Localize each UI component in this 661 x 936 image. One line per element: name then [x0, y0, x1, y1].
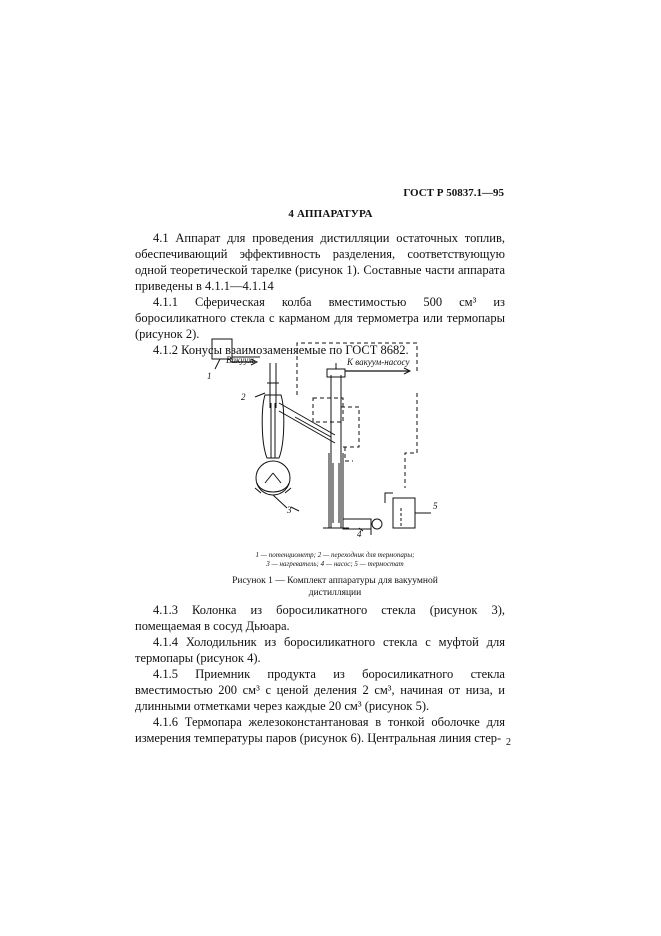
- label-vacuum: Вакуум: [226, 355, 254, 365]
- label-5: 5: [433, 501, 438, 511]
- paragraph-4-1: 4.1 Аппарат для проведения дистилляции остаточных топлив, обеспечивающий эффективность разделения, соответствующую одной теоретической тарелке (рисунок 1). Составные части аппарата приведены в 4.1.1—4.1.14: [135, 231, 505, 293]
- paragraph-4-1-3: 4.1.3 Колонка из боросиликатного стекла (рисунок 3), помещаемая в сосуд Дьюара.: [135, 603, 505, 633]
- label-3: 3: [287, 505, 292, 515]
- thermostat-box: [393, 498, 415, 528]
- label-1: 1: [207, 371, 212, 381]
- paragraph-4-1-4: 4.1.4 Холодильник из боросиликатного стекла с муфтой для термопары (рисунок 4).: [135, 635, 505, 665]
- paragraph-4-1-1: 4.1.1 Сферическая колба вместимостью 500 см³ из боросиликатного стекла с карманом для термометра или термопары (рисунок 2).: [135, 295, 505, 341]
- text-block-bottom: [135, 602, 505, 746]
- page-number: 2: [506, 737, 511, 748]
- standard-code: ГОСТ Р 50837.1—95: [403, 187, 504, 199]
- paragraph-4-1-6: 4.1.6 Термопара железоконстантановая в тонкой оболочке для измерения температуры паров (рисунок 6). Центральная линия стер-: [135, 715, 505, 745]
- figure-caption: Рисунок 1 — Комплект аппаратуры для вакуумной дистилляции: [232, 576, 438, 598]
- legend-line-1: 1 — потенциометр; 2 — переходник для термопары;: [255, 551, 415, 559]
- figure-1-apparatus-diagram: [195, 333, 455, 553]
- flask: [256, 461, 290, 495]
- section-title: 4 АППАРАТУРА: [288, 208, 373, 220]
- legend-line-2: 3 — нагреватель; 4 — насос; 5 — термостат: [266, 560, 404, 568]
- apparatus-svg: [195, 333, 455, 553]
- paragraph-4-1-5: 4.1.5 Приемник продукта из боросиликатного стекла вместимостью 200 см³ с ценой деления 2 см³, начиная от низа, и длинными отметками через каждые 20 см³ (рисунок 5).: [135, 667, 505, 713]
- figure-legend: [195, 551, 475, 569]
- paragraph-4-1-2: 4.1.2 Конусы взаимозаменяемые по ГОСТ 8682.: [153, 343, 409, 357]
- label-4: 4: [357, 529, 362, 539]
- label-2: 2: [241, 392, 246, 402]
- label-to-pump: К вакуум-насосу: [347, 357, 410, 367]
